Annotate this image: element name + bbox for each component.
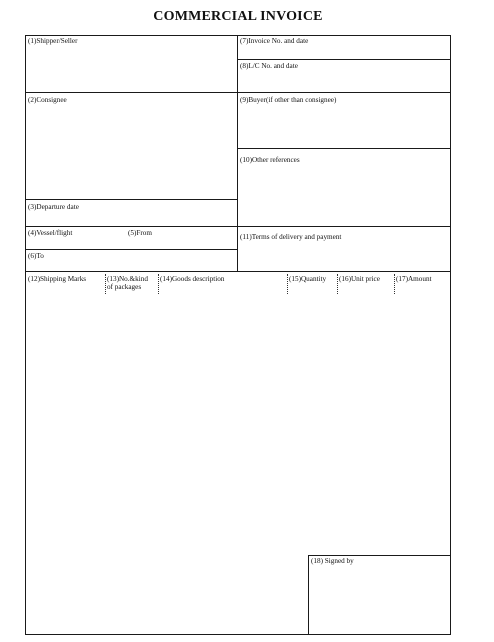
signed-by-label: (18) Signed by [311, 557, 354, 565]
other-references-label: (10)Other references [240, 156, 300, 164]
goods-column-separator [394, 274, 395, 294]
frame-bottom-border [25, 634, 451, 635]
frame-right-border [450, 35, 451, 635]
divider-consignee-departure [25, 199, 238, 200]
divider-vessel-to [25, 249, 238, 250]
buyer-label: (9)Buyer(if other than consignee) [240, 96, 337, 104]
goods-column-separator [158, 274, 159, 294]
shipping-marks-header: (12)Shipping Marks [28, 275, 87, 283]
invoice-number-label: (7)Invoice No. and date [240, 37, 309, 45]
to-label: (6)To [28, 252, 44, 260]
shipper-seller-label: (1)Shipper/Seller [28, 37, 78, 45]
divider-invoice-lc [237, 59, 451, 60]
header-column-divider [237, 35, 238, 271]
document-title: COMMERCIAL INVOICE [153, 9, 323, 24]
goods-column-separator [337, 274, 338, 294]
packages-header-line2: of packages [107, 283, 142, 291]
from-label: (5)From [128, 229, 152, 237]
frame-left-border [25, 35, 26, 635]
signature-box-left [308, 555, 309, 635]
goods-description-header: (14)Goods description [160, 275, 225, 283]
divider-departure-vessel [25, 226, 238, 227]
divider-buyer-references [237, 148, 451, 149]
vessel-flight-label: (4)Vessel/flight [28, 229, 73, 237]
divider-references-terms [237, 226, 451, 227]
amount-header: (17)Amount [396, 275, 432, 283]
divider-header-goods [25, 271, 451, 272]
consignee-label: (2)Consignee [28, 96, 67, 104]
terms-of-delivery-label: (11)Terms of delivery and payment [240, 233, 342, 241]
packages-header-line1: (13)No.&kind [107, 275, 148, 283]
frame-top-border [25, 35, 451, 36]
lc-number-label: (8)L/C No. and date [240, 62, 298, 70]
unit-price-header: (16)Unit price [339, 275, 380, 283]
divider-shipper-consignee [25, 92, 451, 93]
goods-column-separator [287, 274, 288, 294]
departure-date-label: (3)Departure date [28, 203, 79, 211]
goods-column-separator [105, 274, 106, 294]
quantity-header: (15)Quantity [289, 275, 327, 283]
signature-box-top [308, 555, 451, 556]
